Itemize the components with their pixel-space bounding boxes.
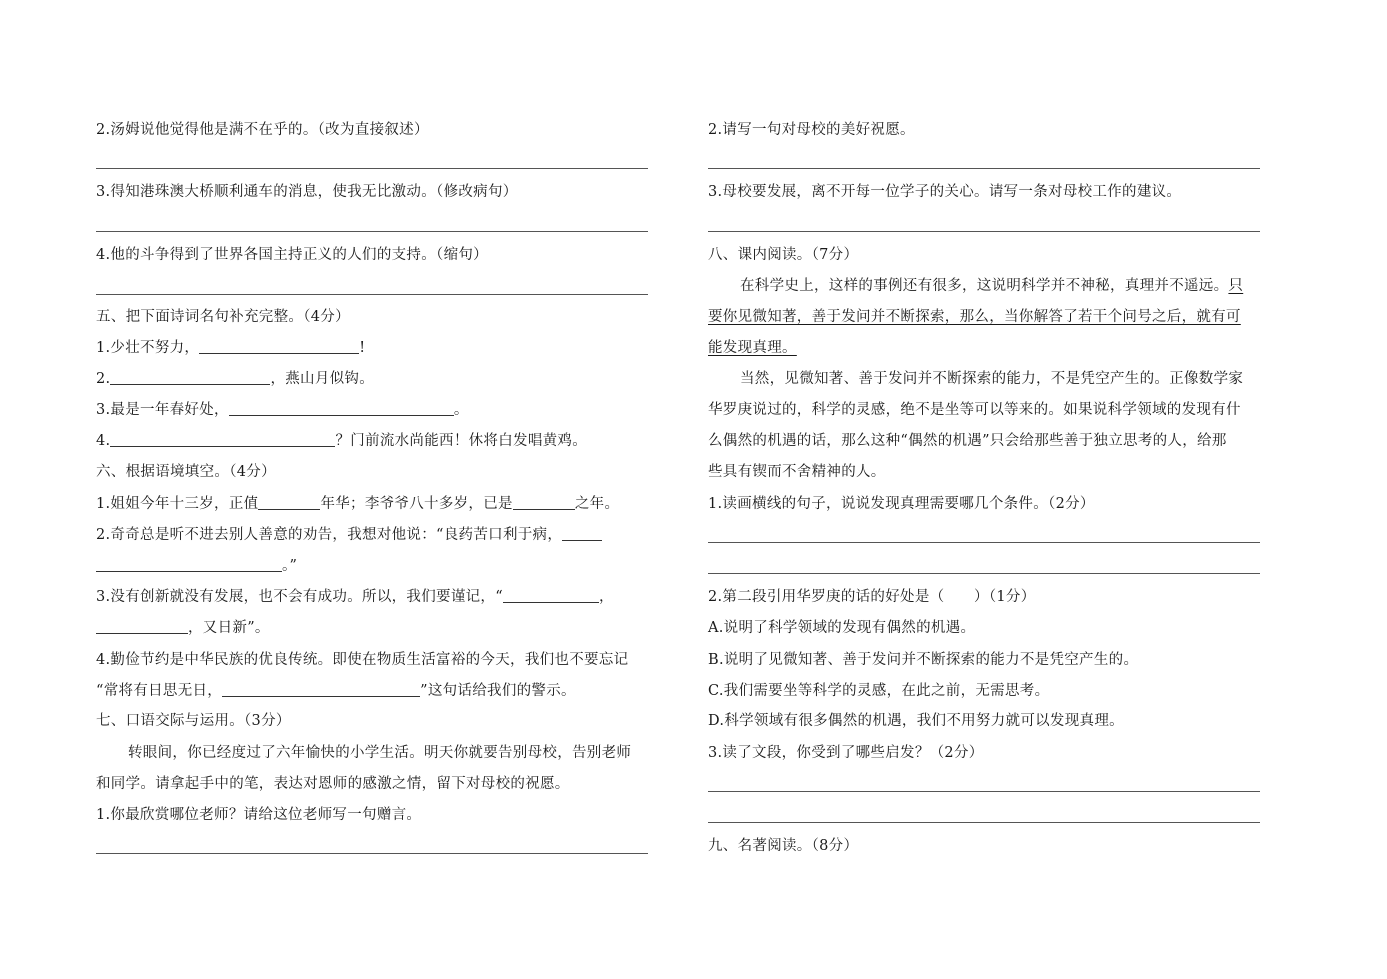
answer-line[interactable] xyxy=(96,231,648,232)
section-6-item-3 xyxy=(96,587,614,607)
section-5-item-3 xyxy=(96,400,469,420)
section-9-title: 九、名著阅读。（8分） xyxy=(708,838,859,854)
item-text: 1.少壮不努力， xyxy=(96,340,200,356)
item-text: 3.最是一年春好处， xyxy=(96,402,229,418)
section-7-question-1: 1.你最欣赏哪位老师？请给这位老师写一句赠言。 xyxy=(96,807,422,823)
passage-line xyxy=(740,276,1243,296)
item-text: 2. xyxy=(96,371,111,387)
item-text: 之年。 xyxy=(574,496,620,512)
section-5-item-1 xyxy=(96,338,365,358)
answer-line[interactable] xyxy=(708,573,1260,574)
section-6-item-4-cont xyxy=(96,681,576,701)
fill-blank[interactable] xyxy=(96,556,282,572)
section-6-item-3-cont xyxy=(96,618,270,638)
passage-line: 么偶然的机遇的话，那么这种“偶然的机遇”只会给那些善于独立思考的人，给那 xyxy=(708,433,1227,449)
underlined-sentence: 能发现真理。 xyxy=(708,340,797,356)
section-6-item-2-cont xyxy=(96,556,297,576)
item-text: 3.没有创新就没有发展，也不会有成功。所以，我们要谨记，“ xyxy=(96,589,503,605)
item-text: ! xyxy=(359,340,366,356)
answer-line[interactable] xyxy=(96,853,648,854)
answer-line[interactable] xyxy=(96,168,648,169)
section-6-title: 六、根据语境填空。（4分） xyxy=(96,464,276,480)
answer-line[interactable] xyxy=(708,168,1260,169)
section-7-question-2: 2.请写一句对母校的美好祝愿。 xyxy=(708,122,915,138)
underlined-sentence: 要你见微知著，善于发问并不断探索，那么，当你解答了若干个问号之后，就有可 xyxy=(708,309,1241,325)
option-b[interactable]: B.说明了见微知著、善于发问并不断探索的能力不是凭空产生的。 xyxy=(708,652,1139,668)
fill-blank[interactable] xyxy=(110,369,270,385)
section-6-item-2 xyxy=(96,525,602,545)
item-text: ”这句话给我们的警示。 xyxy=(420,683,576,699)
fill-blank[interactable] xyxy=(222,681,420,697)
fill-blank[interactable] xyxy=(513,494,575,510)
section-8-question-1: 1.读画横线的句子，说说发现真理需要哪几个条件。（2分） xyxy=(708,496,1095,512)
item-text: 。” xyxy=(282,558,298,574)
answer-line[interactable] xyxy=(708,791,1260,792)
section-7-paragraph-line: 和同学。请拿起手中的笔，表达对恩师的感激之情，留下对母校的祝愿。 xyxy=(96,776,570,792)
item-text: 年华；李爷爷八十多岁，已是 xyxy=(320,496,513,512)
answer-line[interactable] xyxy=(708,542,1260,543)
answer-line[interactable] xyxy=(708,822,1260,823)
question-4-4: 4.他的斗争得到了世界各国主持正义的人们的支持。（缩句） xyxy=(96,247,488,263)
passage-line: 些具有锲而不舍精神的人。 xyxy=(708,464,886,480)
item-text: ，燕山月似钩。 xyxy=(270,371,375,387)
passage-line: 华罗庚说过的，科学的灵感，绝不是坐等可以等来的。如果说科学领域的发现有什 xyxy=(708,402,1241,418)
question-4-3: 3.得知港珠澳大桥顺利通车的消息，使我无比激动。（修改病句） xyxy=(96,184,518,200)
item-text: 1.姐姐今年十三岁，正值 xyxy=(96,496,259,512)
passage-text: 在科学史上，这样的事例还有很多，这说明科学并不神秘，真理并不遥远。 xyxy=(740,278,1229,294)
option-c[interactable]: C.我们需要坐等科学的灵感，在此之前，无需思考。 xyxy=(708,683,1050,699)
section-7-paragraph-line: 转眼间，你已经度过了六年愉快的小学生活。明天你就要告别母校，告别老师 xyxy=(128,745,632,761)
item-text: 2.奇奇总是听不进去别人善意的劝告，我想对他说：“良药苦口利于病， xyxy=(96,527,563,543)
section-8-title: 八、课内阅读。（7分） xyxy=(708,247,859,263)
section-6-item-4: 4.勤俭节约是中华民族的优良传统。即使在物质生活富裕的今天，我们也不要忘记 xyxy=(96,652,629,668)
fill-blank[interactable] xyxy=(229,400,454,416)
question-4-2: 2.汤姆说他觉得他是满不在乎的。（改为直接叙述） xyxy=(96,122,429,138)
item-text: ， xyxy=(598,589,614,605)
option-a[interactable]: A.说明了科学领域的发现有偶然的机遇。 xyxy=(708,620,976,636)
option-d[interactable]: D.科学领域有很多偶然的机遇，我们不用努力就可以发现真理。 xyxy=(708,713,1124,729)
fill-blank[interactable] xyxy=(503,587,599,603)
underlined-sentence: 只 xyxy=(1228,278,1244,294)
section-8-question-3: 3.读了文段，你受到了哪些启发？（2分） xyxy=(708,745,984,761)
section-8-question-2: 2.第二段引用华罗庚的话的好处是（ ）（1分） xyxy=(708,589,1036,605)
answer-line[interactable] xyxy=(96,294,648,295)
fill-blank[interactable] xyxy=(96,618,188,634)
fill-blank[interactable] xyxy=(562,525,602,541)
fill-blank[interactable] xyxy=(258,494,320,510)
section-5-title: 五、把下面诗词名句补充完整。（4分） xyxy=(96,309,350,325)
item-text: “常将有日思无日， xyxy=(96,683,223,699)
item-text: ，又日新”。 xyxy=(188,620,270,636)
section-6-item-1 xyxy=(96,494,619,514)
item-text: 。 xyxy=(453,402,469,418)
fill-blank[interactable] xyxy=(199,338,359,354)
section-7-question-3: 3.母校要发展，离不开每一位学子的关心。请写一条对母校工作的建议。 xyxy=(708,184,1182,200)
section-5-item-2 xyxy=(96,369,374,389)
answer-line[interactable] xyxy=(708,231,1260,232)
item-text: 4. xyxy=(96,433,111,449)
fill-blank[interactable] xyxy=(110,431,335,447)
passage-line: 当然，见微知著、善于发问并不断探索的能力，不是凭空产生的。正像数学家 xyxy=(740,371,1244,387)
item-text: ？门前流水尚能西！休将白发唱黄鸡。 xyxy=(335,433,588,449)
section-5-item-4 xyxy=(96,431,587,451)
section-7-title: 七、口语交际与运用。（3分） xyxy=(96,713,291,729)
